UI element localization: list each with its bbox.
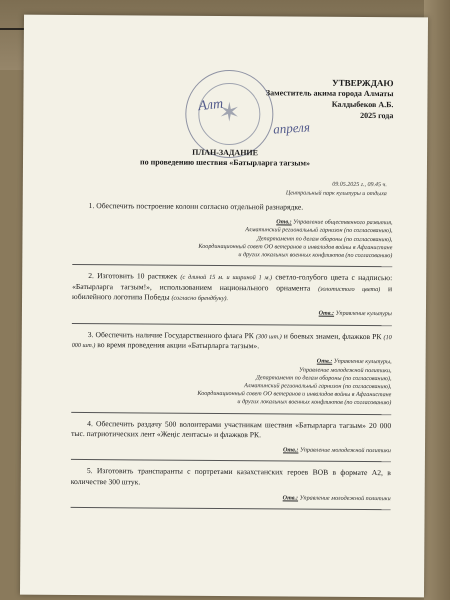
resp-line: Координационный совет ОО ветеранов и инвалидов войны в Афганистане bbox=[197, 391, 392, 399]
resp-line: Департамент по делам обороны (по согласованию), bbox=[256, 235, 393, 243]
item-3-text: 3. Обеспечить наличие Государственного флага РК bbox=[87, 329, 254, 340]
resp-label: Отв.: bbox=[282, 495, 299, 502]
item-1-responsible bbox=[72, 217, 392, 260]
document-title bbox=[23, 147, 427, 171]
resp-line: Управление культуры bbox=[335, 311, 392, 318]
resp-line: Управление молодежной политики, bbox=[298, 367, 392, 374]
resp-label: Отв.: bbox=[316, 359, 333, 366]
item-2-responsible bbox=[72, 308, 392, 318]
resp-label: Отв.: bbox=[318, 311, 335, 318]
resp-line: Алматинский региональный гарнизон (по согласованию), bbox=[245, 227, 393, 235]
divider bbox=[72, 264, 392, 267]
divider bbox=[71, 412, 391, 415]
plan-item-3 bbox=[72, 330, 392, 353]
resp-line: Алматинский региональный гарнизон (по согласованию), bbox=[244, 383, 392, 391]
resp-line: Координационный совет ОО ветеранов и инвалидов войны в Афганистане bbox=[198, 243, 393, 252]
plan-item-4 bbox=[71, 419, 391, 442]
divider bbox=[71, 507, 391, 510]
plan-item-5 bbox=[71, 466, 391, 489]
item-2-text: 2. Изготовить 10 растяжек bbox=[88, 271, 178, 282]
item-2-text-3: и юбилейного логотипа Победы bbox=[72, 283, 393, 302]
event-datetime: 09.05.2025 г., 09.45 ч. bbox=[332, 181, 387, 189]
resp-line: и других локальных военных конфликтов (по согласованию) bbox=[238, 252, 393, 260]
item-2-note: (с длиной 15 м. и шириной 1 м.) bbox=[180, 274, 273, 282]
approval-name: Калдыбеков А.Б. bbox=[331, 99, 394, 110]
item-3-text-2: и боевых знамен, флажков РК bbox=[283, 331, 382, 341]
item-3-note-2: (10 000 шт.) bbox=[71, 333, 392, 350]
plan-items bbox=[71, 201, 393, 516]
resp-label: Отв.: bbox=[282, 447, 299, 454]
approval-block bbox=[203, 76, 393, 122]
resp-line: и других локальных военных конфликтов (по согласованию) bbox=[237, 399, 392, 407]
approval-position: Заместитель акима города Алматы bbox=[265, 88, 394, 99]
background-edge bbox=[424, 0, 450, 600]
approval-date: 2025 года bbox=[360, 110, 394, 120]
title-line-1: ПЛАН-ЗАДАНИЕ bbox=[192, 147, 259, 158]
item-3-text-3: во время проведения акции «Батырларга тагзым». bbox=[97, 340, 260, 351]
item-4-responsible bbox=[71, 445, 391, 455]
plan-item-1 bbox=[73, 201, 393, 213]
item-5-responsible bbox=[71, 493, 391, 503]
resp-label: Отв.: bbox=[276, 219, 292, 226]
approval-title: УТВЕРЖДАЮ bbox=[331, 77, 394, 89]
resp-line: Управление молодежной политики bbox=[299, 495, 391, 503]
resp-line: Управление общественного развития, bbox=[293, 219, 393, 227]
item-4-text: 4. Обеспечить раздачу 500 волонтерами участникам шествия «Батырларга тагзым» 20 000 тыс. патриотических лент «Жеңіс лентасы» и флажков РК. bbox=[71, 418, 392, 440]
item-5-text: 5. Изготовить транспаранты с портретами казахстанских героев ВОВ в формате А2, в количестве 300 штук. bbox=[70, 466, 391, 487]
event-meta bbox=[286, 180, 387, 199]
event-place: Центральный парк культуры и отдыха bbox=[285, 190, 387, 198]
title-line-2: по проведению шествия «Батырларга тагзым» bbox=[139, 157, 310, 168]
item-3-responsible bbox=[71, 356, 391, 408]
divider bbox=[72, 323, 392, 326]
item-3-note: (300 шт.) bbox=[255, 332, 282, 341]
resp-line: Управление молодежной политики bbox=[299, 447, 392, 455]
item-2-note-3: (согласно брендбуку). bbox=[171, 294, 229, 303]
resp-line: Управление культуры, bbox=[333, 359, 392, 366]
item-1-text: 1. Обеспечить построение колонн согласно отдельной разнарядке. bbox=[88, 201, 304, 212]
item-2-note-2: (золотистого цвета) bbox=[318, 285, 381, 293]
handwritten-date: апреля bbox=[272, 119, 311, 137]
document-page bbox=[20, 15, 428, 598]
resp-line: Департамент по делам обороны (по согласованию), bbox=[255, 375, 392, 382]
item-2-text-2: светло-голубого цвета с надписью: «Батырларга тагзым!», использованием национального орнамента bbox=[72, 272, 393, 293]
handwritten-signature: Алт bbox=[197, 96, 224, 115]
seal-star-icon: ✶ bbox=[218, 97, 241, 128]
plan-item-2 bbox=[72, 271, 392, 304]
divider bbox=[71, 459, 391, 462]
